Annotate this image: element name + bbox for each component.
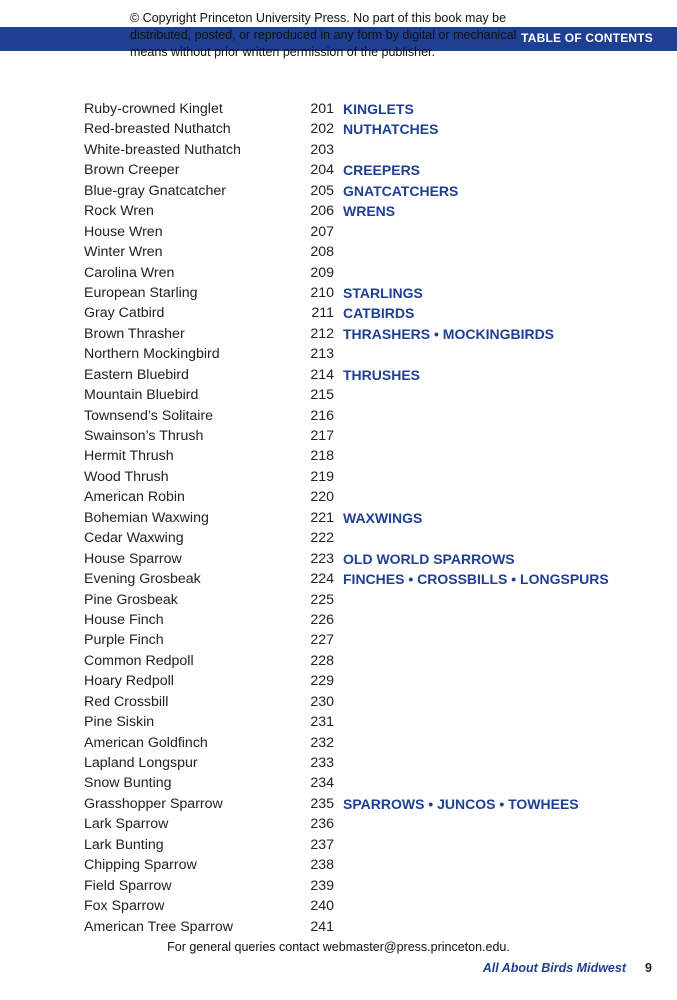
page-number-entry: 202 bbox=[310, 121, 334, 138]
page-number-entry: 229 bbox=[310, 673, 334, 690]
group-heading: NUTHATCHES bbox=[343, 121, 439, 138]
group-heading: CREEPERS bbox=[343, 162, 421, 179]
toc-row bbox=[84, 324, 644, 344]
page-number-entry: 203 bbox=[310, 141, 334, 158]
page-number-entry: 239 bbox=[310, 877, 334, 894]
toc-row bbox=[84, 651, 644, 671]
toc-row bbox=[84, 99, 644, 119]
page-number-entry: 236 bbox=[310, 816, 334, 833]
group-heading: STARLINGS bbox=[343, 284, 423, 301]
page-number-entry: 221 bbox=[310, 509, 334, 526]
table-of-contents bbox=[84, 99, 644, 937]
page-number-entry: 232 bbox=[310, 734, 334, 751]
section-title: TABLE OF CONTENTS bbox=[521, 31, 653, 45]
toc-row bbox=[84, 671, 644, 691]
species-name: Northern Mockingbird bbox=[84, 346, 220, 363]
toc-row bbox=[84, 814, 644, 834]
species-name: Field Sparrow bbox=[84, 877, 172, 894]
species-name: Eastern Bluebird bbox=[84, 366, 189, 383]
toc-row bbox=[84, 242, 644, 262]
page-number-entry: 209 bbox=[310, 264, 334, 281]
species-name: House Wren bbox=[84, 223, 163, 240]
species-name: Brown Creeper bbox=[84, 162, 180, 179]
species-name: Carolina Wren bbox=[84, 264, 175, 281]
toc-row bbox=[84, 385, 644, 405]
page-number-entry: 216 bbox=[310, 407, 334, 424]
group-heading: WRENS bbox=[343, 203, 396, 220]
toc-row bbox=[84, 896, 644, 916]
group-heading: GNATCATCHERS bbox=[343, 182, 459, 199]
toc-row bbox=[84, 467, 644, 487]
toc-row bbox=[84, 876, 644, 896]
page-number-entry: 231 bbox=[310, 714, 334, 731]
page-number-entry: 208 bbox=[310, 244, 334, 261]
species-name: Chipping Sparrow bbox=[84, 857, 197, 874]
toc-row bbox=[84, 344, 644, 364]
page-number-entry: 206 bbox=[310, 203, 334, 220]
toc-row bbox=[84, 835, 644, 855]
toc-row bbox=[84, 487, 644, 507]
toc-row bbox=[84, 712, 644, 732]
species-name: Hermit Thrush bbox=[84, 448, 174, 465]
toc-row bbox=[84, 855, 644, 875]
species-name: Bohemian Waxwing bbox=[84, 509, 209, 526]
species-name: Blue-gray Gnatcatcher bbox=[84, 182, 226, 199]
page-number-entry: 215 bbox=[310, 387, 334, 404]
toc-row bbox=[84, 508, 644, 528]
species-name: European Starling bbox=[84, 284, 198, 301]
toc-row bbox=[84, 569, 644, 589]
species-name: Snow Bunting bbox=[84, 775, 172, 792]
species-name: Lark Sparrow bbox=[84, 816, 169, 833]
species-name: Winter Wren bbox=[84, 244, 163, 261]
page-number-entry: 241 bbox=[310, 918, 334, 935]
group-heading: CATBIRDS bbox=[343, 305, 415, 322]
toc-row bbox=[84, 528, 644, 548]
page-number-entry: 235 bbox=[310, 795, 334, 812]
page-number-entry: 207 bbox=[310, 223, 334, 240]
page-number-entry: 226 bbox=[310, 611, 334, 628]
toc-row bbox=[84, 630, 644, 650]
page-number-entry: 240 bbox=[310, 898, 334, 915]
page-number: 9 bbox=[645, 961, 652, 975]
species-name: Townsend’s Solitaire bbox=[84, 407, 214, 424]
group-heading: THRASHERS • MOCKINGBIRDS bbox=[343, 325, 555, 342]
species-name: Red-breasted Nuthatch bbox=[84, 121, 231, 138]
species-name: Common Redpoll bbox=[84, 652, 194, 669]
group-heading: SPARROWS • JUNCOS • TOWHEES bbox=[343, 795, 579, 812]
page-number-entry: 237 bbox=[310, 836, 334, 853]
toc-row bbox=[84, 119, 644, 139]
page-number-entry: 213 bbox=[310, 346, 334, 363]
toc-row bbox=[84, 610, 644, 630]
toc-row bbox=[84, 917, 644, 937]
copyright-notice: © Copyright Princeton University Press. No part of this book may be distributed, posted, or reproduced in any form by digital or mechanical means without prior written permission of the publisher. bbox=[130, 11, 517, 59]
species-name: Wood Thrush bbox=[84, 468, 169, 485]
species-name: Lapland Longspur bbox=[84, 755, 198, 771]
page-number-entry: 228 bbox=[310, 652, 334, 669]
page-number-entry: 219 bbox=[310, 468, 334, 485]
footer-contact: For general queries contact webmaster@press.princeton.edu. bbox=[167, 940, 510, 954]
book-title: All About Birds Midwest bbox=[482, 961, 626, 975]
toc-row bbox=[84, 283, 644, 303]
page-number-entry: 201 bbox=[310, 101, 334, 117]
species-name: White-breasted Nuthatch bbox=[84, 141, 241, 158]
group-heading: FINCHES • CROSSBILLS • LONGSPURS bbox=[343, 571, 609, 588]
toc-row bbox=[84, 222, 644, 242]
species-name: American Tree Sparrow bbox=[84, 918, 234, 935]
page-number-entry: 211 bbox=[311, 305, 334, 322]
page-number-entry: 227 bbox=[310, 632, 334, 649]
page-number-entry: 212 bbox=[310, 325, 334, 342]
species-name: Gray Catbird bbox=[84, 305, 165, 322]
page-number-entry: 217 bbox=[310, 428, 334, 444]
species-name: Lark Bunting bbox=[84, 836, 164, 853]
toc-row bbox=[84, 181, 644, 201]
species-name: Grasshopper Sparrow bbox=[84, 795, 223, 812]
page-number-entry: 230 bbox=[310, 693, 334, 710]
species-name: American Robin bbox=[84, 489, 185, 506]
page-number-entry: 218 bbox=[310, 448, 334, 465]
species-name: Fox Sparrow bbox=[84, 898, 165, 915]
species-name: Pine Grosbeak bbox=[84, 591, 178, 608]
group-heading: OLD WORLD SPARROWS bbox=[343, 550, 515, 567]
toc-row bbox=[84, 773, 644, 793]
species-name: Mountain Bluebird bbox=[84, 387, 199, 404]
page-number-entry: 225 bbox=[310, 591, 334, 608]
toc-row bbox=[84, 590, 644, 610]
toc-row bbox=[84, 303, 644, 323]
group-heading: WAXWINGS bbox=[343, 509, 423, 526]
page-number-entry: 205 bbox=[310, 182, 334, 199]
toc-row bbox=[84, 753, 644, 773]
page-number-entry: 233 bbox=[310, 755, 334, 771]
page-number-entry: 234 bbox=[310, 775, 334, 792]
species-name: Evening Grosbeak bbox=[84, 571, 201, 588]
species-name: Purple Finch bbox=[84, 632, 164, 649]
toc-row bbox=[84, 733, 644, 753]
species-name: Cedar Waxwing bbox=[84, 530, 184, 547]
page-number-entry: 224 bbox=[310, 571, 334, 588]
group-heading: KINGLETS bbox=[343, 101, 414, 117]
page-number-entry: 210 bbox=[310, 284, 334, 301]
toc-row bbox=[84, 365, 644, 385]
toc-row bbox=[84, 549, 644, 569]
page-number-entry: 204 bbox=[310, 162, 334, 179]
toc-row bbox=[84, 794, 644, 814]
page-number-entry: 220 bbox=[310, 489, 334, 506]
species-name: Swainson’s Thrush bbox=[84, 428, 204, 444]
toc-row bbox=[84, 160, 644, 180]
toc-row bbox=[84, 446, 644, 466]
page-number-entry: 214 bbox=[310, 366, 334, 383]
toc-row bbox=[84, 201, 644, 221]
page-number-entry: 222 bbox=[310, 530, 334, 547]
toc-row bbox=[84, 426, 644, 446]
group-heading: THRUSHES bbox=[343, 366, 421, 383]
toc-row bbox=[84, 263, 644, 283]
species-name: Pine Siskin bbox=[84, 714, 155, 731]
species-name: Ruby-crowned Kinglet bbox=[84, 101, 223, 117]
species-name: House Sparrow bbox=[84, 550, 182, 567]
toc-row bbox=[84, 406, 644, 426]
page-number-entry: 223 bbox=[310, 550, 334, 567]
species-name: House Finch bbox=[84, 611, 164, 628]
species-name: Hoary Redpoll bbox=[84, 673, 174, 690]
toc-row bbox=[84, 140, 644, 160]
species-name: American Goldfinch bbox=[84, 734, 208, 751]
species-name: Brown Thrasher bbox=[84, 325, 185, 342]
species-name: Red Crossbill bbox=[84, 693, 169, 710]
species-name: Rock Wren bbox=[84, 203, 154, 220]
page-number-entry: 238 bbox=[310, 857, 334, 874]
toc-row bbox=[84, 692, 644, 712]
